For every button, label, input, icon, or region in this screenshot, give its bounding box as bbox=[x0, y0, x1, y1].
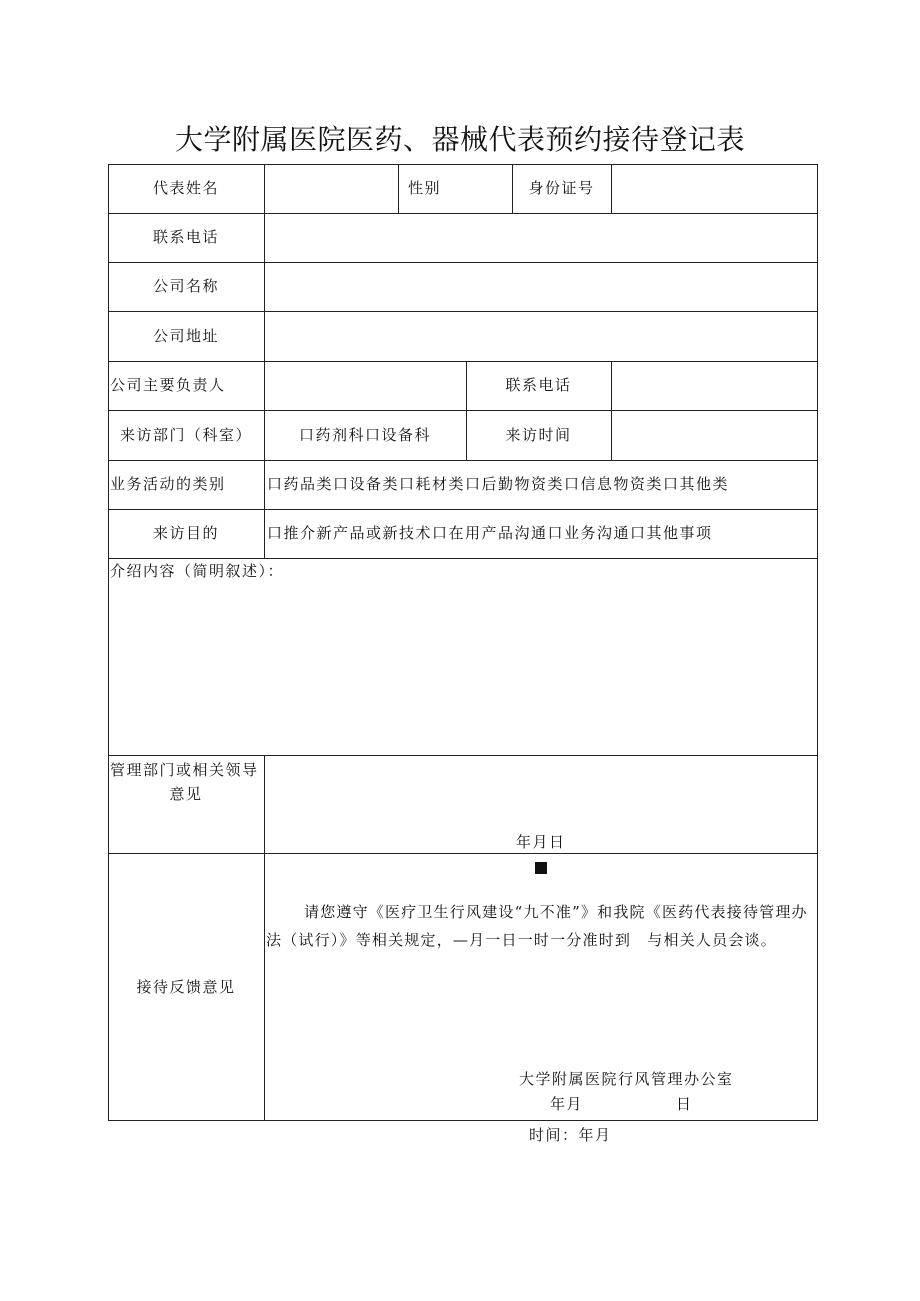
business-type-options: 口药品类口设备类口耗材类口后勤物资类口信息物资类口其他类 bbox=[267, 475, 730, 493]
feedback-text: 请您遵守《医疗卫生行风建设“九不准”》和我院《医药代表接待管理办法（试行）》等相关规定，—月一日一时一分准时到 与相关人员会谈。 bbox=[266, 903, 808, 949]
square-mark-icon bbox=[535, 862, 547, 874]
row-divider bbox=[108, 410, 818, 411]
row-divider bbox=[108, 262, 818, 263]
mgmt-opinion-label-line2: 意见 bbox=[169, 785, 203, 803]
col-divider bbox=[611, 361, 612, 460]
border-bottom bbox=[108, 1120, 818, 1121]
rep-name-label: 代表姓名 bbox=[152, 179, 219, 197]
company-address-label: 公司地址 bbox=[152, 327, 219, 345]
border-top bbox=[108, 164, 818, 165]
row-divider bbox=[108, 361, 818, 362]
registration-form bbox=[108, 164, 818, 1121]
visit-purpose-label: 来访目的 bbox=[152, 524, 219, 542]
signature-year-month: 年月 bbox=[550, 1095, 584, 1113]
border-right bbox=[817, 164, 818, 1121]
mgmt-date: 年月日 bbox=[516, 833, 566, 851]
row-divider bbox=[108, 853, 818, 854]
business-type-label: 业务活动的类别 bbox=[110, 475, 226, 493]
phone-label: 联系电话 bbox=[152, 228, 219, 246]
row-divider bbox=[108, 460, 818, 461]
visit-purpose-options: 口推介新产品或新技术口在用产品沟通口业务沟通口其他事项 bbox=[267, 524, 713, 542]
footer-time: 时间：年月 bbox=[529, 1126, 612, 1144]
row-divider bbox=[108, 311, 818, 312]
col-divider bbox=[611, 164, 612, 213]
label-column-divider bbox=[264, 755, 265, 1121]
head-phone-label: 联系电话 bbox=[505, 376, 572, 394]
signature-office: 大学附属医院行风管理办公室 bbox=[519, 1070, 734, 1088]
gender-label: 性别 bbox=[408, 179, 442, 197]
company-name-label: 公司名称 bbox=[152, 277, 219, 295]
intro-content-label: 介绍内容（简明叙述）： bbox=[110, 562, 285, 580]
visit-dept-options: 口药剂科口设备科 bbox=[298, 426, 431, 444]
row-divider bbox=[108, 509, 818, 510]
page-title: 大学附属医院医药、器械代表预约接待登记表 bbox=[174, 123, 745, 156]
col-divider bbox=[398, 164, 399, 213]
visit-dept-label: 来访部门（科室） bbox=[119, 426, 252, 444]
row-divider bbox=[108, 558, 818, 559]
row-divider bbox=[108, 213, 818, 214]
signature-day: 日 bbox=[676, 1095, 693, 1113]
feedback-label: 接待反馈意见 bbox=[136, 978, 236, 996]
mgmt-opinion-label-line1: 管理部门或相关领导 bbox=[110, 761, 259, 779]
label-column-divider bbox=[264, 164, 265, 559]
row-divider bbox=[108, 755, 818, 756]
company-head-label: 公司主要负责人 bbox=[110, 376, 226, 394]
visit-time-label: 来访时间 bbox=[505, 426, 572, 444]
id-number-label: 身份证号 bbox=[528, 179, 595, 197]
